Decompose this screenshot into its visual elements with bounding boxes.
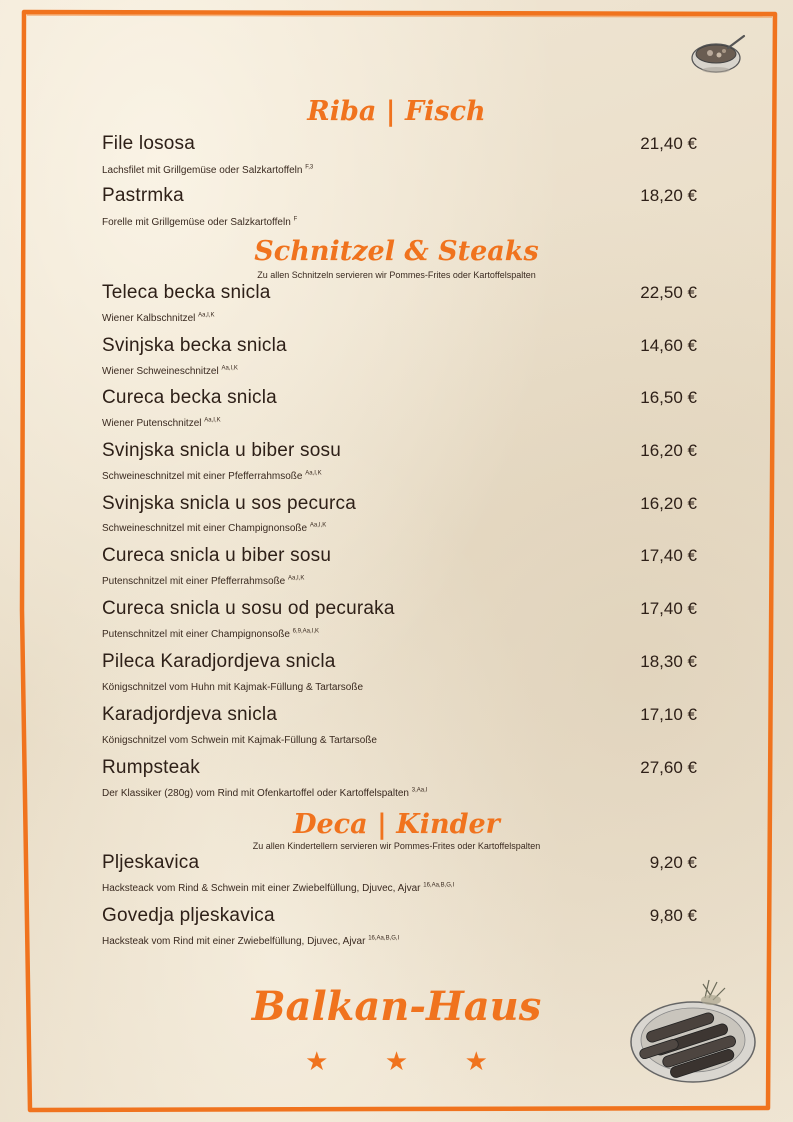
item-price-svinjska-biber: 16,20 €: [640, 441, 697, 460]
item-price-svinjska-becka: 14,60 €: [640, 336, 697, 355]
item-name-cureca-becka: Cureca becka snicla: [102, 387, 277, 408]
item-price-cureca-becka: 16,50 €: [640, 388, 697, 407]
item-price-cureca-pecuraka: 17,40 €: [640, 599, 697, 618]
item-name-cureca-biber: Cureca snicla u biber sosu: [102, 545, 332, 566]
item-price-govedja-pljeskavica: 9,80 €: [649, 906, 697, 925]
item-name-rumpsteak: Rumpsteak: [102, 757, 200, 778]
item-desc-cureca-becka: Wiener Putenschnitzel $^{Aa,I,K}$: [102, 417, 221, 429]
cevapi-plate-icon: [625, 970, 765, 1090]
item-desc-cureca-biber: Putenschnitzel mit einer Pfefferrahmsoße $^{Aa,I,K}$: [102, 575, 305, 587]
item-desc-svinjska-pecurca: Schweineschnitzel mit einer Champignonsoße $^{Aa,I,K}$: [102, 522, 327, 534]
star-icon: ★: [464, 1046, 488, 1076]
item-desc-cureca-pecuraka: Putenschnitzel mit einer Champignonsoße $^{6,9,Aa,I,K}$: [102, 628, 320, 640]
item-price-pljeskavica: 9,20 €: [649, 853, 697, 872]
item-desc-govedja-pljeskavica: Hacksteak vom Rind mit einer Zwiebelfüllung, Djuvec, Ajvar $^{16,Aa,B,G,I}$: [102, 935, 400, 947]
item-name-teleca-becka: Teleca becka snicla: [102, 282, 271, 303]
item-name-svinjska-becka: Svinjska becka snicla: [102, 335, 287, 356]
item-name-svinjska-pecurca: Svinjska snicla u sos pecurca: [102, 493, 356, 514]
item-price-rumpsteak: 27,60 €: [640, 758, 697, 777]
item-desc-svinjska-biber: Schweineschnitzel mit einer Pfefferrahmsoße $^{Aa,I,K}$: [102, 470, 322, 482]
item-name-svinjska-biber: Svinjska snicla u biber sosu: [102, 440, 341, 461]
item-name-govedja-pljeskavica: Govedja pljeskavica: [102, 905, 275, 926]
brand-name: Balkan-Haus: [251, 983, 542, 1030]
item-desc-svinjska-becka: Wiener Schweineschnitzel $^{Aa,I,K}$: [102, 365, 238, 377]
item-desc-teleca-becka: Wiener Kalbschnitzel $^{Aa,I,K}$: [102, 312, 215, 324]
item-price-svinjska-pecurca: 16,20 €: [640, 494, 697, 513]
item-price-file-lososa: 21,40 €: [640, 134, 697, 153]
item-price-teleca-becka: 22,50 €: [640, 283, 697, 302]
section-note-kinder: Zu allen Kindertellern servieren wir Pommes-Frites oder Kartoffelspalten: [252, 841, 541, 851]
item-price-cureca-biber: 17,40 €: [640, 546, 697, 565]
soup-bowl-icon: [688, 30, 748, 78]
item-price-karadjordjeva: 17,10 €: [640, 705, 697, 724]
item-name-cureca-pecuraka: Cureca snicla u sosu od pecuraka: [102, 598, 395, 619]
item-name-pileca-karadjordjeva: Pileca Karadjordjeva snicla: [102, 651, 336, 672]
section-note-schnitzel: Zu allen Schnitzeln servieren wir Pommes-Frites oder Kartoffelspalten: [257, 270, 536, 280]
item-name-pastrmka: Pastrmka: [102, 185, 184, 206]
item-desc-pastrmka: Forelle mit Grillgemüse oder Salzkartoffeln $^F$: [102, 216, 298, 228]
item-desc-file-lososa: Lachsfilet mit Grillgemüse oder Salzkartoffeln $^{F,3}$: [102, 164, 314, 176]
item-desc-pileca-karadjordjeva: Königschnitzel vom Huhn mit Kajmak-Füllung & Tartarsoße: [102, 682, 364, 693]
item-price-pastrmka: 18,20 €: [640, 186, 697, 205]
item-name-karadjordjeva: Karadjordjeva snicla: [102, 704, 278, 725]
item-desc-rumpsteak: Der Klassiker (280g) vom Rind mit Ofenkartoffel oder Kartoffelspalten $^{3,Aa,I}$: [102, 787, 428, 799]
section-title-kinder: Deca | Kinder: [293, 809, 500, 840]
item-desc-karadjordjeva: Königschnitzel vom Schwein mit Kajmak-Füllung & Tartarsoße: [102, 735, 377, 746]
star-icon: ★: [384, 1046, 409, 1076]
item-name-pljeskavica: Pljeskavica: [102, 852, 200, 873]
item-name-file-lososa: File lososa: [102, 133, 196, 154]
star-icon: ★: [305, 1046, 329, 1076]
item-price-pileca-karadjordjeva: 18,30 €: [640, 652, 697, 671]
section-title-schnitzel: Schnitzel & Steaks: [254, 236, 539, 267]
section-title-fish: Riba | Fisch: [307, 96, 486, 127]
item-desc-pljeskavica: Hacksteack vom Rind & Schwein mit einer Zwiebelfüllung, Djuvec, Ajvar $^{16,Aa,B,G,I}$: [102, 882, 455, 894]
